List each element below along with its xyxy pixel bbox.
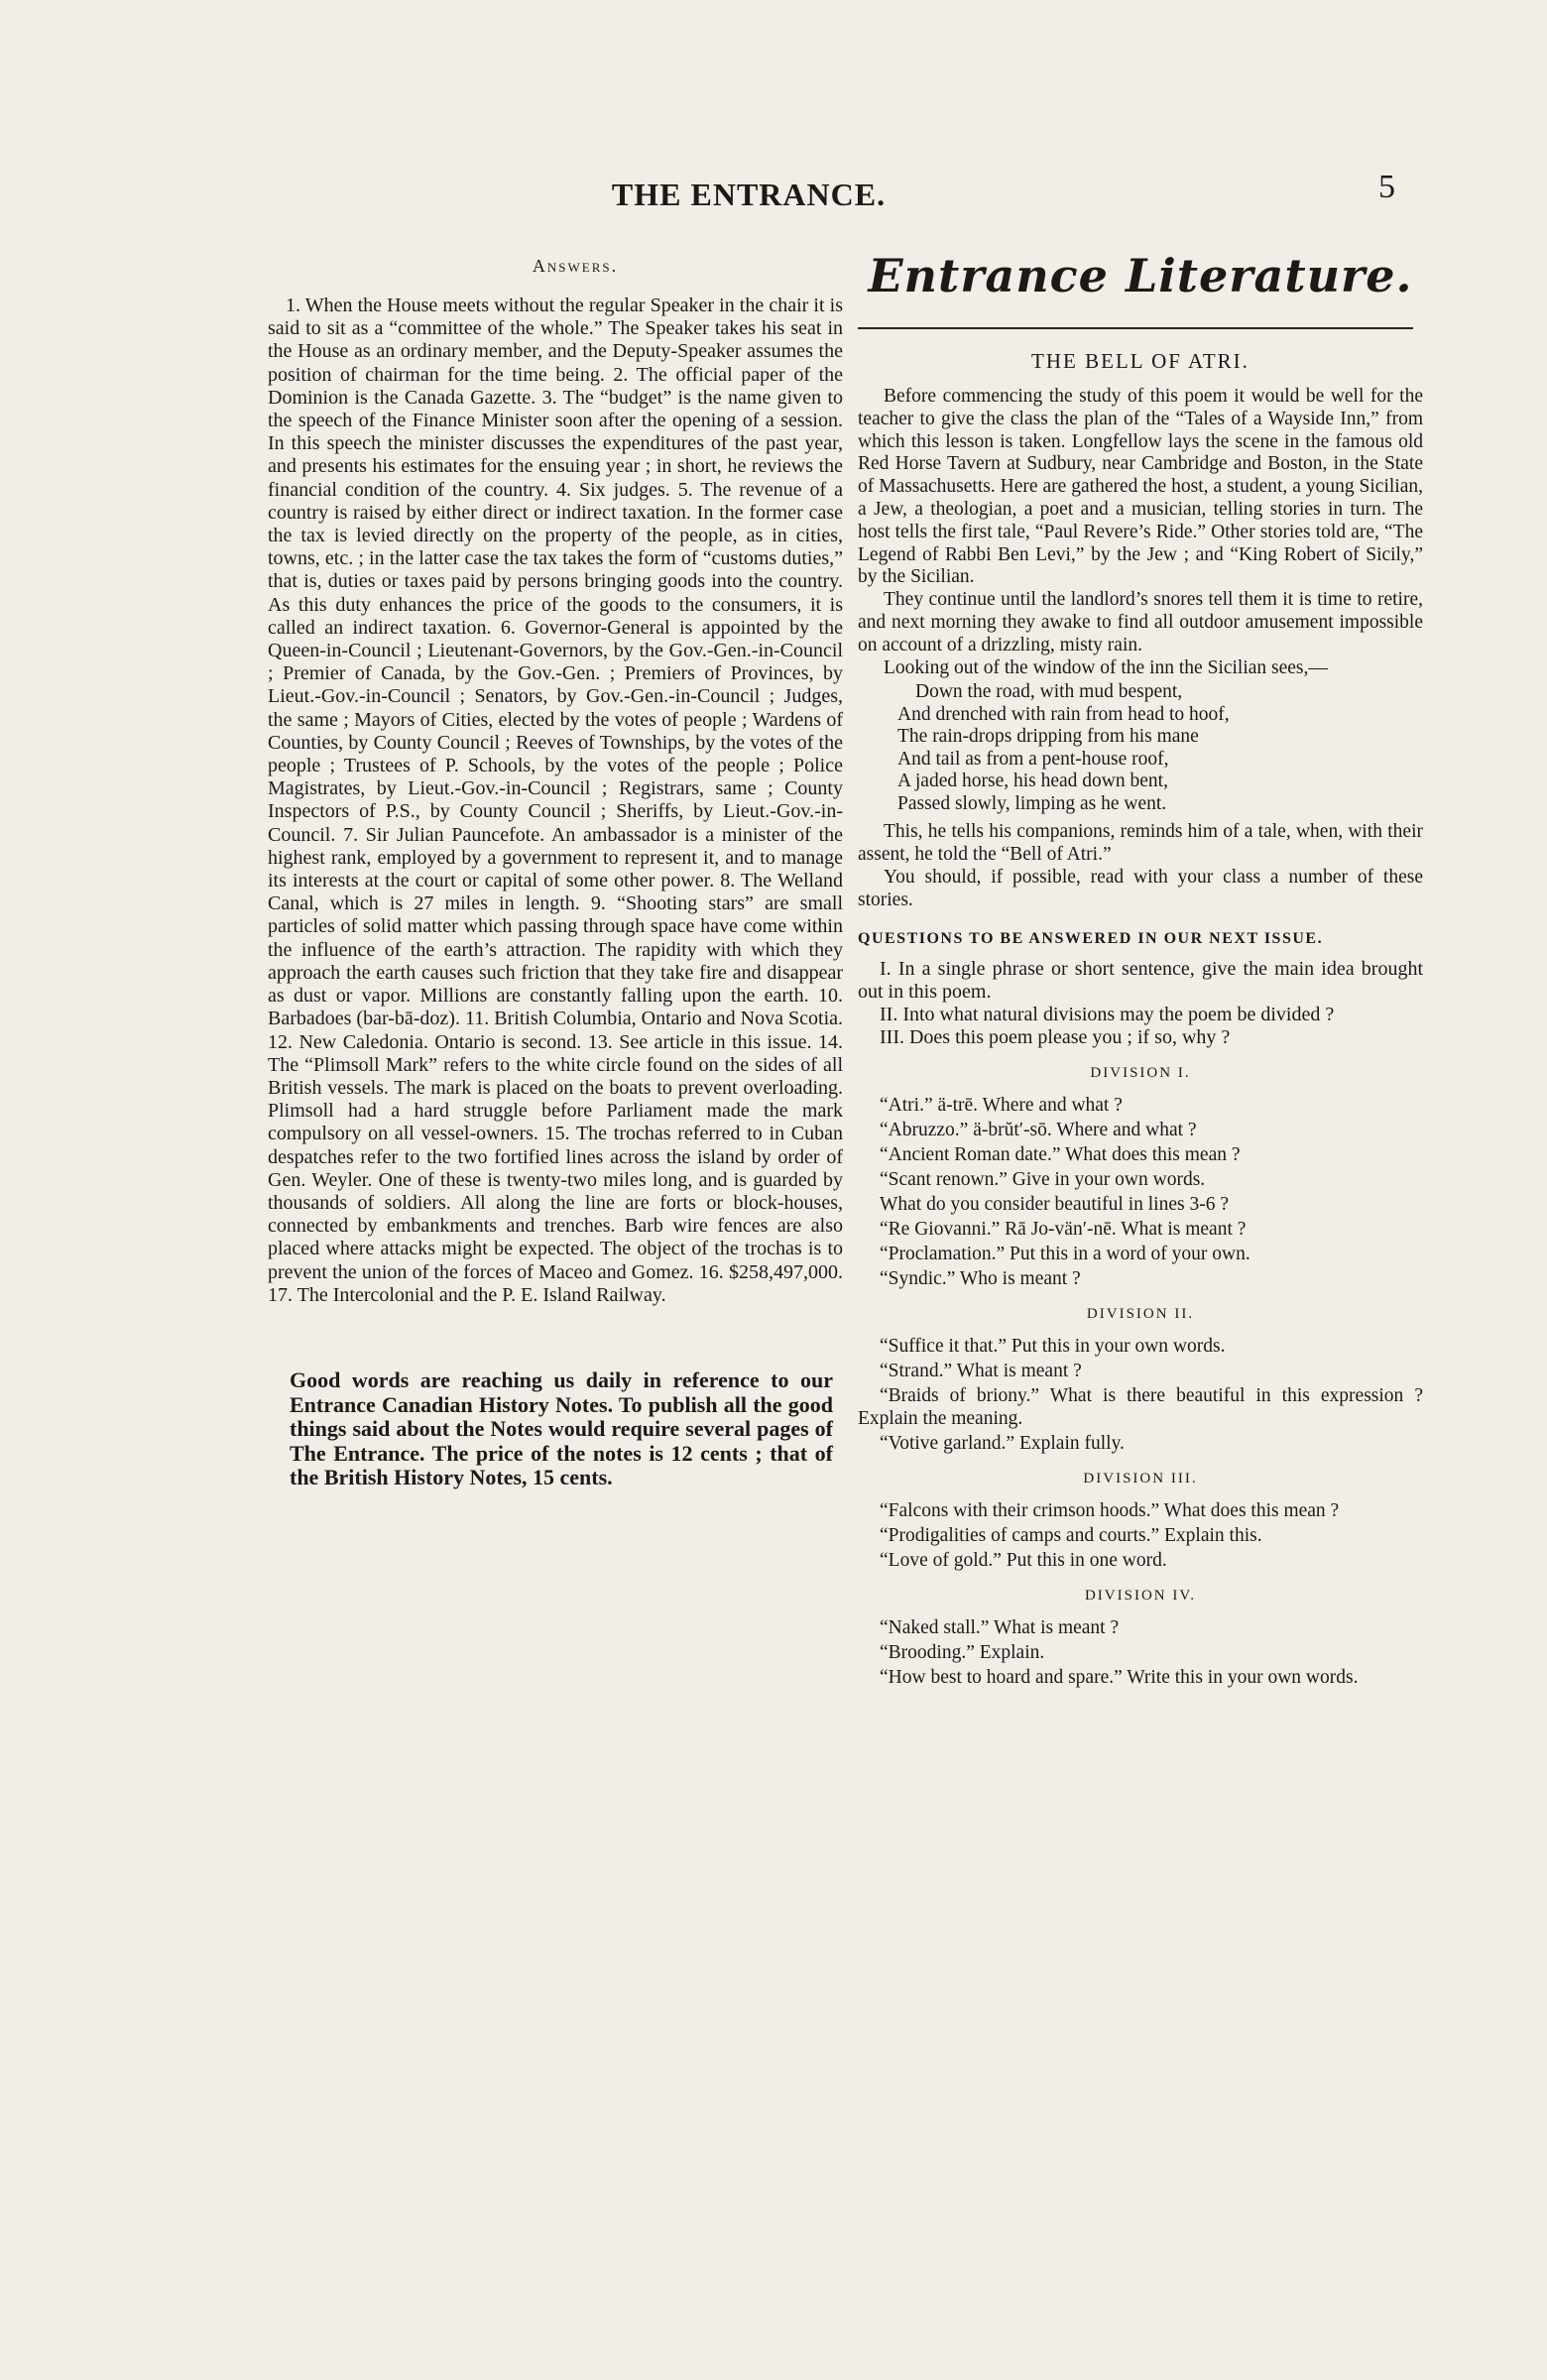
entrance-literature-title: Entrance Literature. <box>868 249 1413 302</box>
poem-title: THE BELL OF ATRI. <box>1031 349 1250 373</box>
division-heading: DIVISION II. <box>1086 1305 1195 1322</box>
division-entry: “Re Giovanni.” Rā Jo-vän′-nē. What is meant ? <box>880 1218 1247 1240</box>
answers-heading: Answers. <box>532 256 619 276</box>
division-entry: “Suffice it that.” Put this in your own words. <box>880 1335 1226 1357</box>
verse-block <box>858 681 1423 815</box>
verse-line: A jaded horse, his head down bent, <box>897 771 1168 792</box>
division-entry: “Braids of briony.” What is there beautiful in this expression ? Explain the meaning. <box>858 1384 1423 1429</box>
answers-text: 1. When the House meets without the regular Speaker in the chair it is said to sit as a “committee of the whole.” The Speaker takes his seat in the House as an ordinary member, and the Deputy-Speaker assumes the position of chairman for the time being. 2. The official paper of the Dominion is the Canada Gazette. 3. The “budget” is the name given to the speech of the Finance Minister soon after the opening of a session. In this speech the minister discusses the expenditures of the past year, and presents his estimates for the ensuing year ; in short, he reviews the financial condition of the country. 4. Six judges. 5. The revenue of a country is raised by either direct or indirect taxation. In the former case the tax is levied directly on the property of the people, as in cities, towns, etc. ; in the latter case the tax takes the form of “customs duties,” that is, duties or taxes paid by persons bringing goods into the country. As this duty enhances the price of the goods to the consumers, it is called an indirect taxation. 6. Governor-General is appointed by the Queen-in-Council ; Lieutenant-Governors, by the Gov.-Gen.-in-Council ; Premier of Canada, by the Gov.-Gen. ; Premiers of Provinces, by Lieut.-Gov.-in-Council ; Senators, by Gov.-Gen.-in-Council ; Judges, the same ; Mayors of Cities, elected by the votes of people ; Wardens of Counties, by County Council ; Reeves of Townships, by the votes of the people ; Trustees of P. Schools, by the votes of the people ; Police Magistrates, by Lieut.-Gov.-in-Council ; Registrars, same ; County Inspectors of P.S., by County Council ; Sheriffs, by Lieut.-Gov.-in-Council. 7. Sir Julian Pauncefote. An ambassador is a minister of the highest rank, employed by a government to represent it, and to manage its interests at the court or capital of some other power. 8. The Welland Canal, which is 27 miles in length. 9. “Shooting stars” are small particles of solid matter which passing through space have come within the influence of the earth’s attraction. The rapidity with which they approach the earth causes such friction that they take fire and disappear as dust or vapor. Millions are constantly falling upon the earth. 10. Barbadoes (bar-bā-doz). 11. British Columbia, Ontario and Nova Scotia. 12. New Caledonia. Ontario is second. 13. See article in this issue. 14. The “Plimsoll Mark” refers to the white circle found on the sides of all British vessels. The mark is placed on the boats to prevent overloading. Plimsoll had a hard struggle before Parliament made the mark compulsory on all vessel-owners. 15. The trochas referred to in Cuban despatches refer to the two fortified lines across the island by order of Gen. Weyler. One of these is twenty-two miles long, and is guarded by thousands of soldiers. All along the line are forts or block-houses, connected by embankments and trenches. Barb wire fences are also placed where attacks might be expected. The object of the trochas is to prevent the union of the forces of Maceo and Gomez. 16. $258,497,000. 17. The Intercolonial and the P. E. Island Railway. <box>268 295 843 1306</box>
division-entry: “Abruzzo.” ä-brŭt′-sō. Where and what ? <box>880 1119 1197 1140</box>
notes-announcement: Good words are reaching us daily in reference to our Entrance Canadian History Notes. To publish all the good things said about the Notes would require several pages of The Entrance. The price of the notes is 12 cents ; that of the British History Notes, 15 cents. <box>290 1367 833 1490</box>
paragraph-window: Looking out of the window of the inn the Sicilian sees,— <box>884 656 1328 678</box>
question-item: I. In a single phrase or short sentence, give the main idea brought out in this poem. <box>858 957 1423 1003</box>
intro-paragraph: Before commencing the study of this poem it would be well for the teacher to give the class the plan of the “Tales of a Wayside Inn,” from which this lesson is taken. Longfellow lays the scene in the famous old Red Horse Tavern at Sudbury, near Cambridge and Boston, in the State of Massachusetts. Here are gathered the host, a student, a young Sicilian, a Jew, a theologian, a poet and a musician, telling stories in turn. The host tells the first tale, “Paul Revere’s Ride.” Other stories told are, “The Legend of Rabbi Ben Levi,” by the Jew ; and “King Robert of Sicily,” by the Sicilian. <box>858 386 1423 588</box>
division-entry: “Scant renown.” Give in your own words. <box>880 1168 1206 1190</box>
division-heading: DIVISION III. <box>1083 1470 1198 1487</box>
division-entry: “How best to hoard and spare.” Write this in your own words. <box>880 1666 1359 1688</box>
page-number: 5 <box>1378 169 1395 205</box>
running-header-title: THE ENTRANCE. <box>611 177 887 212</box>
section-rule <box>858 327 1413 329</box>
right-column <box>858 248 1423 1691</box>
verse-line: Passed slowly, limping as he went. <box>897 792 1167 814</box>
division-heading: DIVISION I. <box>1090 1064 1191 1081</box>
division-entry: “Votive garland.” Explain fully. <box>880 1432 1125 1454</box>
questions-heading: QUESTIONS TO BE ANSWERED IN OUR NEXT ISSUE. <box>858 929 1324 947</box>
verse-line: And tail as from a pent-house roof, <box>897 748 1169 770</box>
division-entry: “Love of gold.” Put this in one word. <box>880 1549 1167 1571</box>
question-item: II. Into what natural divisions may the poem be divided ? <box>880 1003 1335 1025</box>
division-entry: “Falcons with their crimson hoods.” What does this mean ? <box>880 1499 1340 1521</box>
division-entry: What do you consider beautiful in lines 3-6 ? <box>880 1193 1229 1215</box>
division-heading: DIVISION IV. <box>1084 1587 1197 1604</box>
paragraph-read-stories: You should, if possible, read with your class a number of these stories. <box>858 866 1423 910</box>
paragraph-landlord: They continue until the landlord’s snores tell them it is time to retire, and next morning they awake to find all outdoor amusement impossible on account of a drizzling, misty rain. <box>858 589 1423 655</box>
division-entry: “Proclamation.” Put this in a word of your own. <box>880 1243 1250 1264</box>
division-entry: “Syndic.” Who is meant ? <box>880 1267 1081 1289</box>
division-entry: “Atri.” ä-trē. Where and what ? <box>880 1094 1123 1116</box>
division-entry: “Ancient Roman date.” What does this mean ? <box>880 1143 1241 1165</box>
left-column <box>268 256 843 1490</box>
question-item: III. Does this poem please you ; if so, why ? <box>880 1025 1231 1048</box>
division-entry: “Brooding.” Explain. <box>880 1641 1045 1663</box>
division-entry: “Prodigalities of camps and courts.” Explain this. <box>880 1524 1262 1546</box>
division-entry: “Strand.” What is meant ? <box>880 1360 1082 1381</box>
verse-line: Down the road, with mud bespent, <box>915 681 1183 703</box>
paragraph-companions: This, he tells his companions, reminds him of a tale, when, with their assent, he told the “Bell of Atri.” <box>858 821 1423 866</box>
division-entry: “Naked stall.” What is meant ? <box>880 1616 1120 1638</box>
verse-line: And drenched with rain from head to hoof, <box>897 703 1230 725</box>
verse-line: The rain-drops dripping from his mane <box>897 726 1199 748</box>
